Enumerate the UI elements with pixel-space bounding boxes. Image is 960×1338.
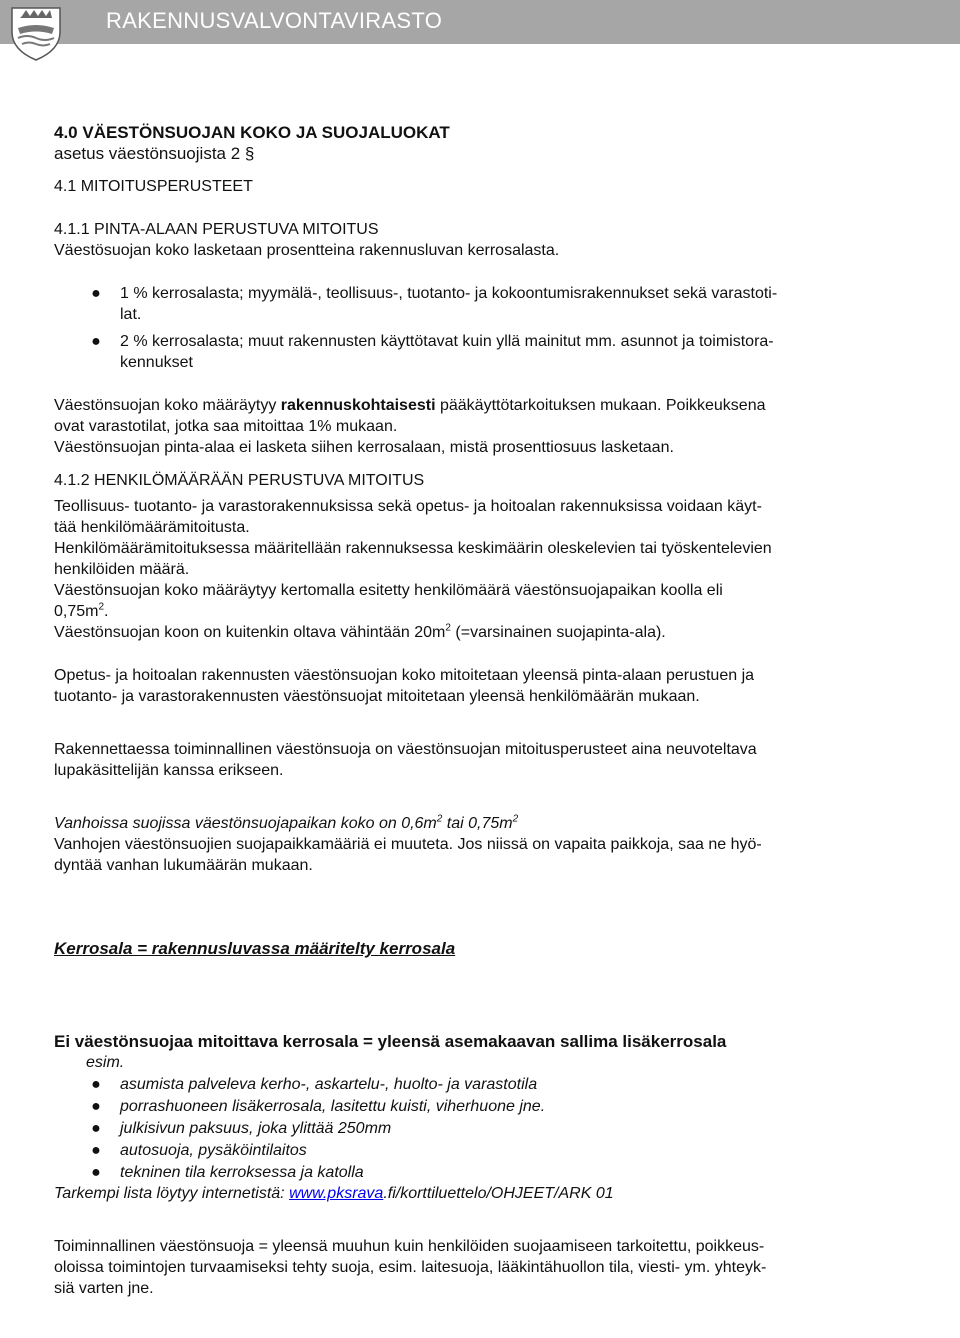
bullet-icon: ● bbox=[91, 285, 101, 302]
document-body bbox=[54, 122, 894, 1299]
bullet-icon: ● bbox=[91, 1076, 101, 1093]
bullet-icon: ● bbox=[91, 333, 101, 350]
paragraph-line: Opetus- ja hoitoalan rakennusten väestönsuojan koko mitoitetaan yleensä pinta-alaan perustuen ja bbox=[54, 667, 755, 684]
paragraph-size-rule: Väestönsuojan koko määräytyy rakennuskohtaisesti pääkäyttötarkoituksen mukaan. Poikkeuksena bbox=[54, 397, 766, 414]
minimum-size-line: Väestönsuojan koon on kuitenkin oltava vähintään $20m^2$ (=varsinainen suojapinta-ala). bbox=[54, 622, 666, 641]
paragraph-exception: ovat varastotilat, jotka saa mitoittaa 1% mukaan. bbox=[54, 418, 398, 435]
bullet-icon: ● bbox=[91, 1098, 101, 1115]
paragraph-line: dyntää vanhan lukumäärän mukaan. bbox=[54, 857, 313, 874]
example-label: esim. bbox=[86, 1054, 125, 1071]
section-heading-4-1: 4.1 MITOITUSPERUSTEET bbox=[54, 178, 253, 195]
paragraph-line: lupakäsittelijän kanssa erikseen. bbox=[54, 762, 284, 779]
definition-kerrosala: Kerrosala = rakennusluvassa määritelty kerrosala bbox=[54, 939, 456, 958]
percent-bullet-list bbox=[54, 283, 894, 373]
paragraph-line: Väestönsuojan koko määräytyy kertomalla esitetty henkilömäärä väestönsuojapaikan koolla eli bbox=[54, 582, 723, 599]
list-item: ● porrashuoneen lisäkerrosala, lasitettu kuisti, viherhuone jne. bbox=[91, 1098, 546, 1115]
paragraph-line: henkilöiden määrä. bbox=[54, 561, 190, 578]
bullet-icon: ● bbox=[91, 1120, 101, 1137]
paragraph-line: siä varten jne. bbox=[54, 1280, 154, 1297]
bullet-icon: ● bbox=[91, 1164, 101, 1181]
paragraph-line: Vanhojen väestönsuojien suojapaikkamääriä ei muuteta. Jos niissä on vapaita paikkoja, saa ne hyö- bbox=[54, 836, 762, 853]
paragraph-line: tuotanto- ja varastorakennusten väestönsuojat mitoitetaan yleensä henkilömäärän mukaan. bbox=[54, 688, 700, 705]
non-counting-heading: Ei väestönsuojaa mitoittava kerrosala = yleensä asemakaavan sallima lisäkerrosala bbox=[54, 1032, 727, 1051]
header-title: RAKENNUSVALVONTAVIRASTO bbox=[106, 8, 443, 33]
intro-text: Väestösuojan koko lasketaan prosentteina rakennusluvan kerrosalasta. bbox=[54, 242, 560, 259]
place-size-value: $0,75m^2$. bbox=[54, 601, 109, 620]
list-item-continuation: lat. bbox=[120, 306, 142, 323]
list-item: ● 2 % kerrosalasta; muut rakennusten käyttötavat kuin yllä mainitut mm. asunnot ja toimistora- bbox=[91, 333, 774, 350]
paragraph-area-note: Väestönsuojan pinta-alaa ei lasketa siihen kerrosalaan, mistä prosenttiosuus lasketaan. bbox=[54, 439, 674, 456]
list-item: ● tekninen tila kerroksessa ja katolla bbox=[91, 1164, 364, 1181]
section-heading-4-1-2: 4.1.2 HENKILÖMÄÄRÄÄN PERUSTUVA MITOITUS bbox=[54, 472, 425, 489]
list-item: ● asumista palveleva kerho-, askartelu-, huolto- ja varastotila bbox=[91, 1076, 538, 1093]
paragraph-line: oloissa toimintojen turvaamiseksi tehty suoja, esim. laitesuoja, lääkintähuollon tila, viesti- ym. yhteyk- bbox=[54, 1259, 767, 1276]
list-item: ● julkisivun paksuus, joka ylittää 250mm bbox=[91, 1120, 392, 1137]
paragraph-line: Teollisuus- tuotanto- ja varastorakennuksissa sekä opetus- ja hoitoalan rakennuksissa voidaan käyt- bbox=[54, 498, 762, 515]
list-item: ● autosuoja, pysäköintilaitos bbox=[91, 1142, 307, 1159]
paragraph-line: Henkilömäärämitoituksessa määritellään rakennuksessa keskimäärin oleskelevien tai työskentelevien bbox=[54, 540, 772, 557]
list-item-continuation: kennukset bbox=[120, 354, 193, 371]
pksrava-link[interactable]: www.pksrava bbox=[289, 1185, 384, 1202]
paragraph-line: tää henkilömäärämitoitusta. bbox=[54, 519, 250, 536]
section-subheading: asetus väestönsuojista 2 § bbox=[54, 144, 255, 163]
more-info-line: Tarkempi lista löytyy internetistä: www.pksrava.fi/korttiluettelo/OHJEET/ARK 01 bbox=[54, 1185, 614, 1202]
section-heading-4-1-1: 4.1.1 PINTA-ALAAN PERUSTUVA MITOITUS bbox=[54, 221, 379, 238]
section-heading-4-0: 4.0 VÄESTÖNSUOJAN KOKO JA SUOJALUOKAT bbox=[54, 123, 450, 142]
paragraph-line: Rakennettaessa toiminnallinen väestönsuoja on väestönsuojan mitoitusperusteet aina neuvoteltava bbox=[54, 741, 757, 758]
bullet-icon: ● bbox=[91, 1142, 101, 1159]
paragraph-line: Toiminnallinen väestönsuoja = yleensä muuhun kuin henkilöiden suojaamiseen tarkoitettu, poikkeus- bbox=[54, 1238, 765, 1255]
non-counting-list bbox=[54, 1074, 894, 1183]
list-item: ● 1 % kerrosalasta; myymälä-, teollisuus-, tuotanto- ja kokoontumisrakennukset sekä varastoti- bbox=[91, 285, 778, 302]
city-crest-logo bbox=[8, 2, 64, 62]
old-shelter-size-line: Vanhoissa suojissa väestönsuojapaikan koko on $0,6m^2$ tai $0,75m^2$ bbox=[54, 813, 519, 832]
